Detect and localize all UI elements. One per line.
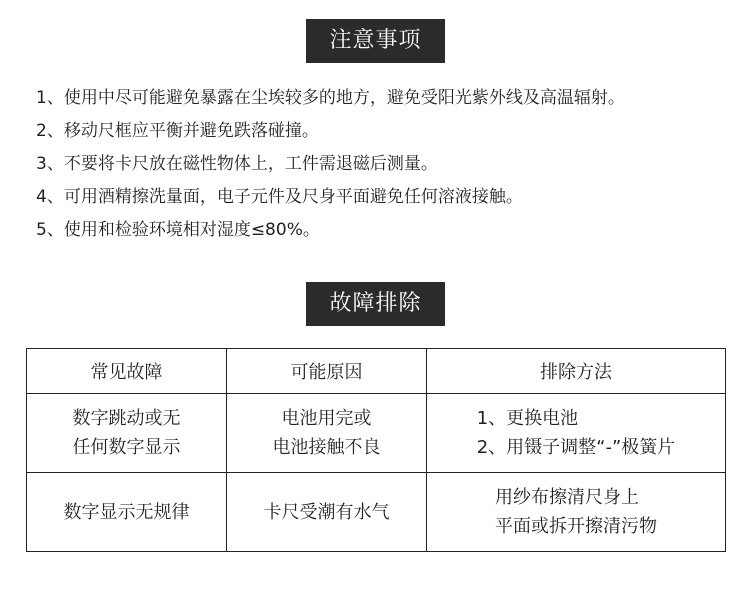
- fault-cell: [27, 394, 227, 473]
- solution-text-line: 平面或拆开擦清污物: [495, 516, 657, 537]
- solution-text-line: 2、用镊子调整“-”极簧片: [476, 437, 676, 458]
- solution-cell: [427, 394, 726, 473]
- note-item: 5、使用和检验环境相对湿度≤80%。: [36, 220, 320, 240]
- note-item: 2、移动尺框应平衡并避免跌落碰撞。: [36, 121, 319, 141]
- solution-text-line: 1、更换电池: [476, 408, 579, 429]
- cause-text-line: 卡尺受潮有水气: [263, 501, 390, 523]
- notes-section-title: 注意事项: [306, 19, 445, 63]
- solution-cell: [427, 473, 726, 552]
- fault-text-line: 任何数字显示: [72, 437, 181, 458]
- table-row: [27, 473, 726, 552]
- header-fault: 常见故障: [27, 349, 227, 394]
- solution-text-line: 用纱布擦清尺身上: [495, 487, 639, 508]
- fault-text-line: 数字跳动或无: [72, 408, 181, 429]
- cause-cell: [227, 473, 427, 552]
- cause-text-line: 电池用完或: [281, 408, 372, 429]
- troubleshooting-section-title: 故障排除: [306, 282, 445, 326]
- note-item: 3、不要将卡尺放在磁性物体上，工件需退磁后测量。: [36, 154, 438, 174]
- troubleshooting-table: [26, 348, 726, 552]
- note-item: 1、使用中尽可能避免暴露在尘埃较多的地方，避免受阳光紫外线及高温辐射。: [36, 88, 625, 108]
- table-header-row: [27, 349, 726, 394]
- note-item: 4、可用酒精擦洗量面，电子元件及尺身平面避免任何溶液接触。: [36, 187, 523, 207]
- cause-text-line: 电池接触不良: [272, 437, 381, 458]
- header-cause: 可能原因: [227, 349, 427, 394]
- table-row: [27, 394, 726, 473]
- header-solution: 排除方法: [427, 349, 726, 394]
- fault-text-line: 数字显示无规律: [63, 501, 190, 523]
- notes-list: [36, 82, 625, 247]
- cause-cell: [227, 394, 427, 473]
- fault-cell: [27, 473, 227, 552]
